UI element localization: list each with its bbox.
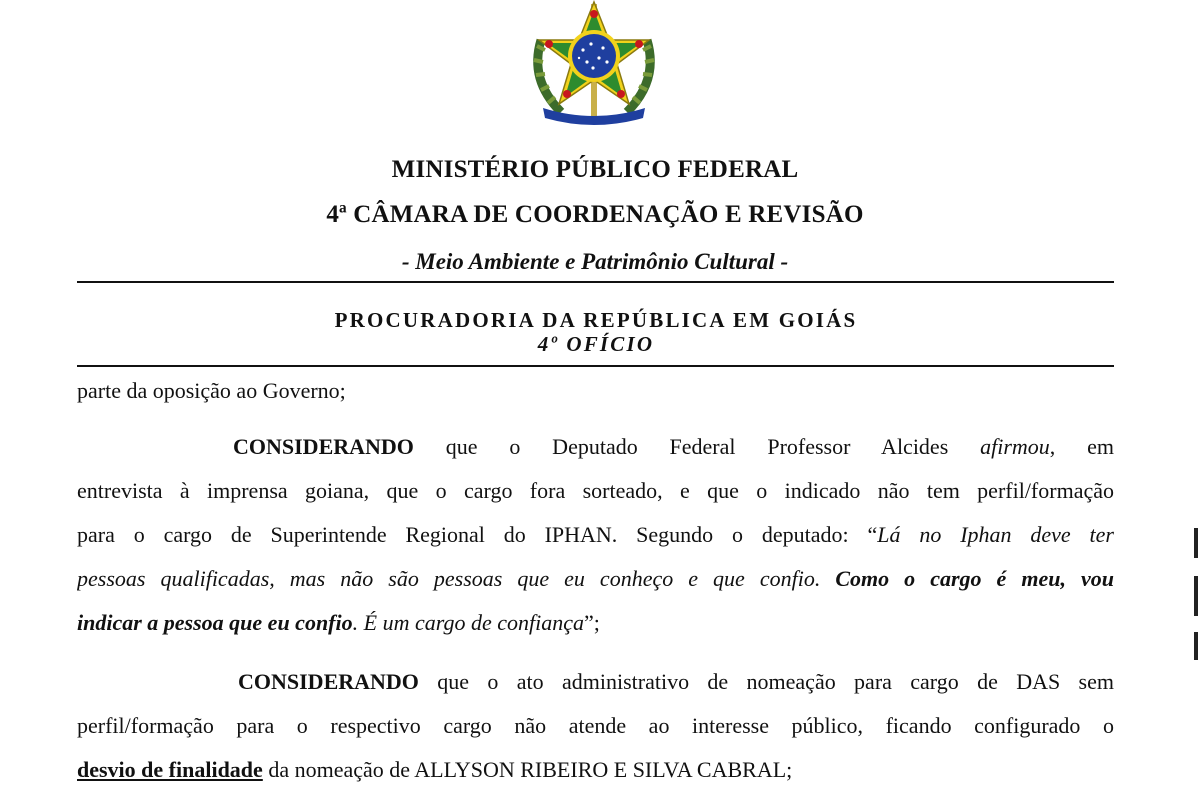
paragraph-line [77, 430, 1114, 463]
paragraph-considerando-2 [77, 665, 1114, 786]
underlined-emphasis: desvio de finalidade [77, 757, 263, 782]
chamber-title: 4ª CÂMARA DE COORDENAÇÃO E REVISÃO [326, 201, 864, 228]
quote-italic: . É um cargo de confiança [352, 610, 584, 635]
header-divider-top [77, 281, 1114, 283]
paragraph-line [77, 753, 1114, 786]
quote-italic: Lá no Iphan deve ter [877, 522, 1114, 547]
text-run: que o Deputado Federal Professor Alcides [413, 434, 981, 459]
scan-edge-mark [1194, 576, 1198, 616]
paragraph-line [77, 518, 1114, 551]
paragraph-considerando-1 [77, 430, 1114, 639]
paragraph-line: parte da oposição ao Governo; [77, 378, 346, 403]
paragraph-line: entrevista à imprensa goiana, que o cargo fora sorteado, e que o indicado não tem perfil/formação [77, 478, 1114, 503]
paragraph-line [77, 606, 1114, 639]
brazil-coat-of-arms-icon [521, 0, 667, 126]
office-number: 4º OFÍCIO [537, 332, 655, 356]
considerando-keyword: CONSIDERANDO [238, 669, 419, 694]
scan-edge-mark [1194, 632, 1198, 660]
text-run: , em [1049, 434, 1114, 459]
quote-italic: pessoas qualificadas, mas não são pessoas que eu conheço e que confio. [77, 566, 836, 591]
paragraph-line: perfil/formação para o respectivo cargo não atende ao interesse público, ficando configurado o [77, 713, 1114, 738]
text-run: para o cargo de Superintende Regional do IPHAN. Segundo o deputado: “ [77, 522, 878, 547]
paragraph-continuation [77, 374, 1114, 407]
chamber-subtitle: - Meio Ambiente e Patrimônio Cultural - [401, 249, 789, 274]
scan-edge-mark [1194, 528, 1198, 558]
ministry-title: MINISTÉRIO PÚBLICO FEDERAL [391, 156, 799, 183]
text-run: da nomeação de ALLYSON RIBEIRO E SILVA CABRAL; [262, 757, 793, 782]
considerando-keyword: CONSIDERANDO [233, 434, 414, 459]
paragraph-line [77, 665, 1114, 698]
office-title: PROCURADORIA DA REPÚBLICA EM GOIÁS [334, 308, 858, 332]
paragraph-line [77, 562, 1114, 595]
quote-bold-italic: Como o cargo é meu, vou [835, 566, 1114, 591]
text-run-italic: afirmou [980, 434, 1050, 459]
header-divider-bottom [77, 365, 1114, 367]
text-run: que o ato administrativo de nomeação para cargo de DAS sem [418, 669, 1114, 694]
text-run: ”; [583, 610, 600, 635]
quote-bold-italic: indicar a pessoa que eu confio [77, 610, 353, 635]
